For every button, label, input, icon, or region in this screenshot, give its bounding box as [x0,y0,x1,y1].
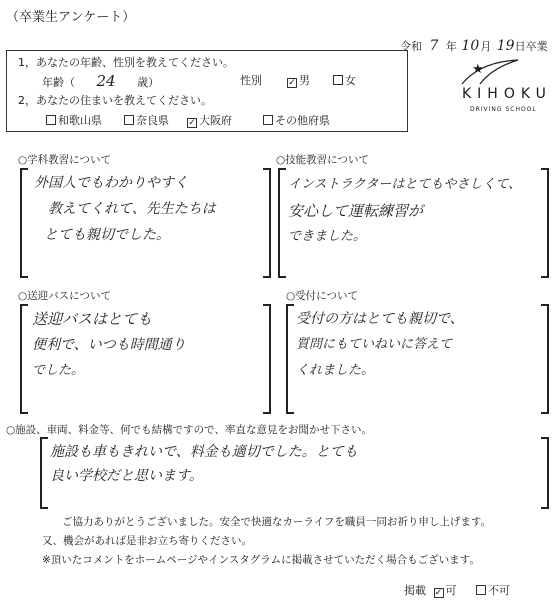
facility-section-title: ○施設、車両、料金等、何でも結構ですので、率直な意見をお聞かせ下さい。 [6,424,372,436]
technical-bracket-right [541,168,549,278]
bus-line-1: 送迎バスはとても [32,310,153,328]
technical-bracket-left [278,168,286,278]
revisit-line: 又、機会があれば是非お立ち寄りください。 [42,535,252,547]
date-month: 10 [461,38,480,54]
pref-nara-option[interactable]: 奈良県 [124,112,169,128]
age-label: 年齢（ [42,76,75,89]
academic-line-3: とても親切でした。 [44,227,170,243]
allow-checkbox[interactable]: ✓ [434,588,443,598]
publish-notice: ※頂いたコメントをホームページやインスタグラムに掲載させていただく場合もございます。 [42,554,480,566]
reception-section-title: ○受付について [286,290,358,302]
reception-line-3: くれました。 [296,363,375,378]
thanks-line: ご協力ありがとうございました。安全で快適なカーライフを職員一同お祈り申し上げます。 [62,516,492,528]
bus-line-3: でした。 [32,363,85,378]
female-checkbox[interactable] [333,75,343,85]
male-checkbox[interactable]: ✓ [288,78,296,88]
academic-comment[interactable] [34,170,216,248]
academic-bracket-right [263,168,271,278]
page-title: （卒業生アンケート） [6,10,136,25]
logo-star-icon: ★ [472,62,484,77]
academic-bracket-left [20,168,28,278]
graduation-date [400,38,548,54]
publish-deny-option[interactable]: 不可 [476,584,510,597]
reception-comment[interactable] [296,306,464,384]
question-age-gender: 1，あなたの年齢、性別を教えてください。 [18,56,234,69]
bus-line-2: 便利で、いつも時間通り [32,337,186,353]
date-year: 7 [429,38,439,54]
logo-subtitle: DRIVING SCHOOL [470,106,537,113]
bus-bracket-right [263,304,271,414]
reception-line-2: 質問にもていねいに答えて [296,337,453,352]
facility-bracket-left [40,437,48,509]
logo-name: KIHOKU [462,86,552,102]
deny-checkbox[interactable] [476,585,486,595]
date-prefix: 令和 [400,40,422,53]
nara-checkbox[interactable] [124,115,134,125]
gender-female-option[interactable]: 女 [333,72,356,88]
date-day: 19 [496,38,515,54]
bus-section-title: ○送迎バスについて [18,290,111,302]
academic-section-title: ○学科教習について [18,154,111,166]
question-residence: 2，あなたの住まいを教えてください。 [18,94,212,107]
technical-line-3: できました。 [288,229,367,244]
pref-osaka-option[interactable]: ✓ 大阪府 [188,114,232,128]
technical-line-1: インストラクターはとてもやさしくて、 [288,177,522,192]
technical-line-2: 安心して運転練習が [288,202,424,220]
reception-bracket-right [541,304,549,414]
osaka-checkbox[interactable]: ✓ [188,118,196,128]
academic-line-1: 外国人でもわかりやすく [34,175,188,191]
technical-section-title: ○技能教習について [276,154,369,166]
age-value[interactable]: 24 [96,72,116,90]
age-unit: 歳） [137,76,160,89]
facility-line-1: 施設も車もきれいで、料金も適切でした。とても [50,444,358,460]
technical-comment[interactable] [288,172,521,250]
kihoku-logo [440,56,550,126]
date-month-unit: 月 [480,40,492,53]
publish-permission [404,582,510,598]
bus-bracket-left [20,304,28,414]
facility-bracket-right [541,437,549,509]
reception-line-1: 受付の方はとても親切で、 [296,311,464,327]
date-year-unit: 年 [445,40,457,53]
pref-other-option[interactable]: その他府県 [263,112,330,128]
reception-bracket-left [286,304,294,414]
age-field [42,72,159,90]
other-checkbox[interactable] [263,115,273,125]
publish-label: 掲載 [404,584,426,597]
pref-wakayama-option[interactable]: 和歌山県 [46,112,102,128]
gender-label: 性別 [240,74,262,87]
bus-comment[interactable] [32,306,186,384]
publish-allow-option[interactable]: ✓ 可 [434,584,457,598]
gender-male-option[interactable]: ✓ 男 [288,74,310,88]
date-day-suffix: 日卒業 [514,40,548,53]
academic-line-2: 教えてくれて、先生たちは [48,201,216,217]
facility-line-2: 良い学校だと思います。 [50,468,203,484]
wakayama-checkbox[interactable] [46,115,56,125]
facility-comment[interactable] [50,440,358,488]
